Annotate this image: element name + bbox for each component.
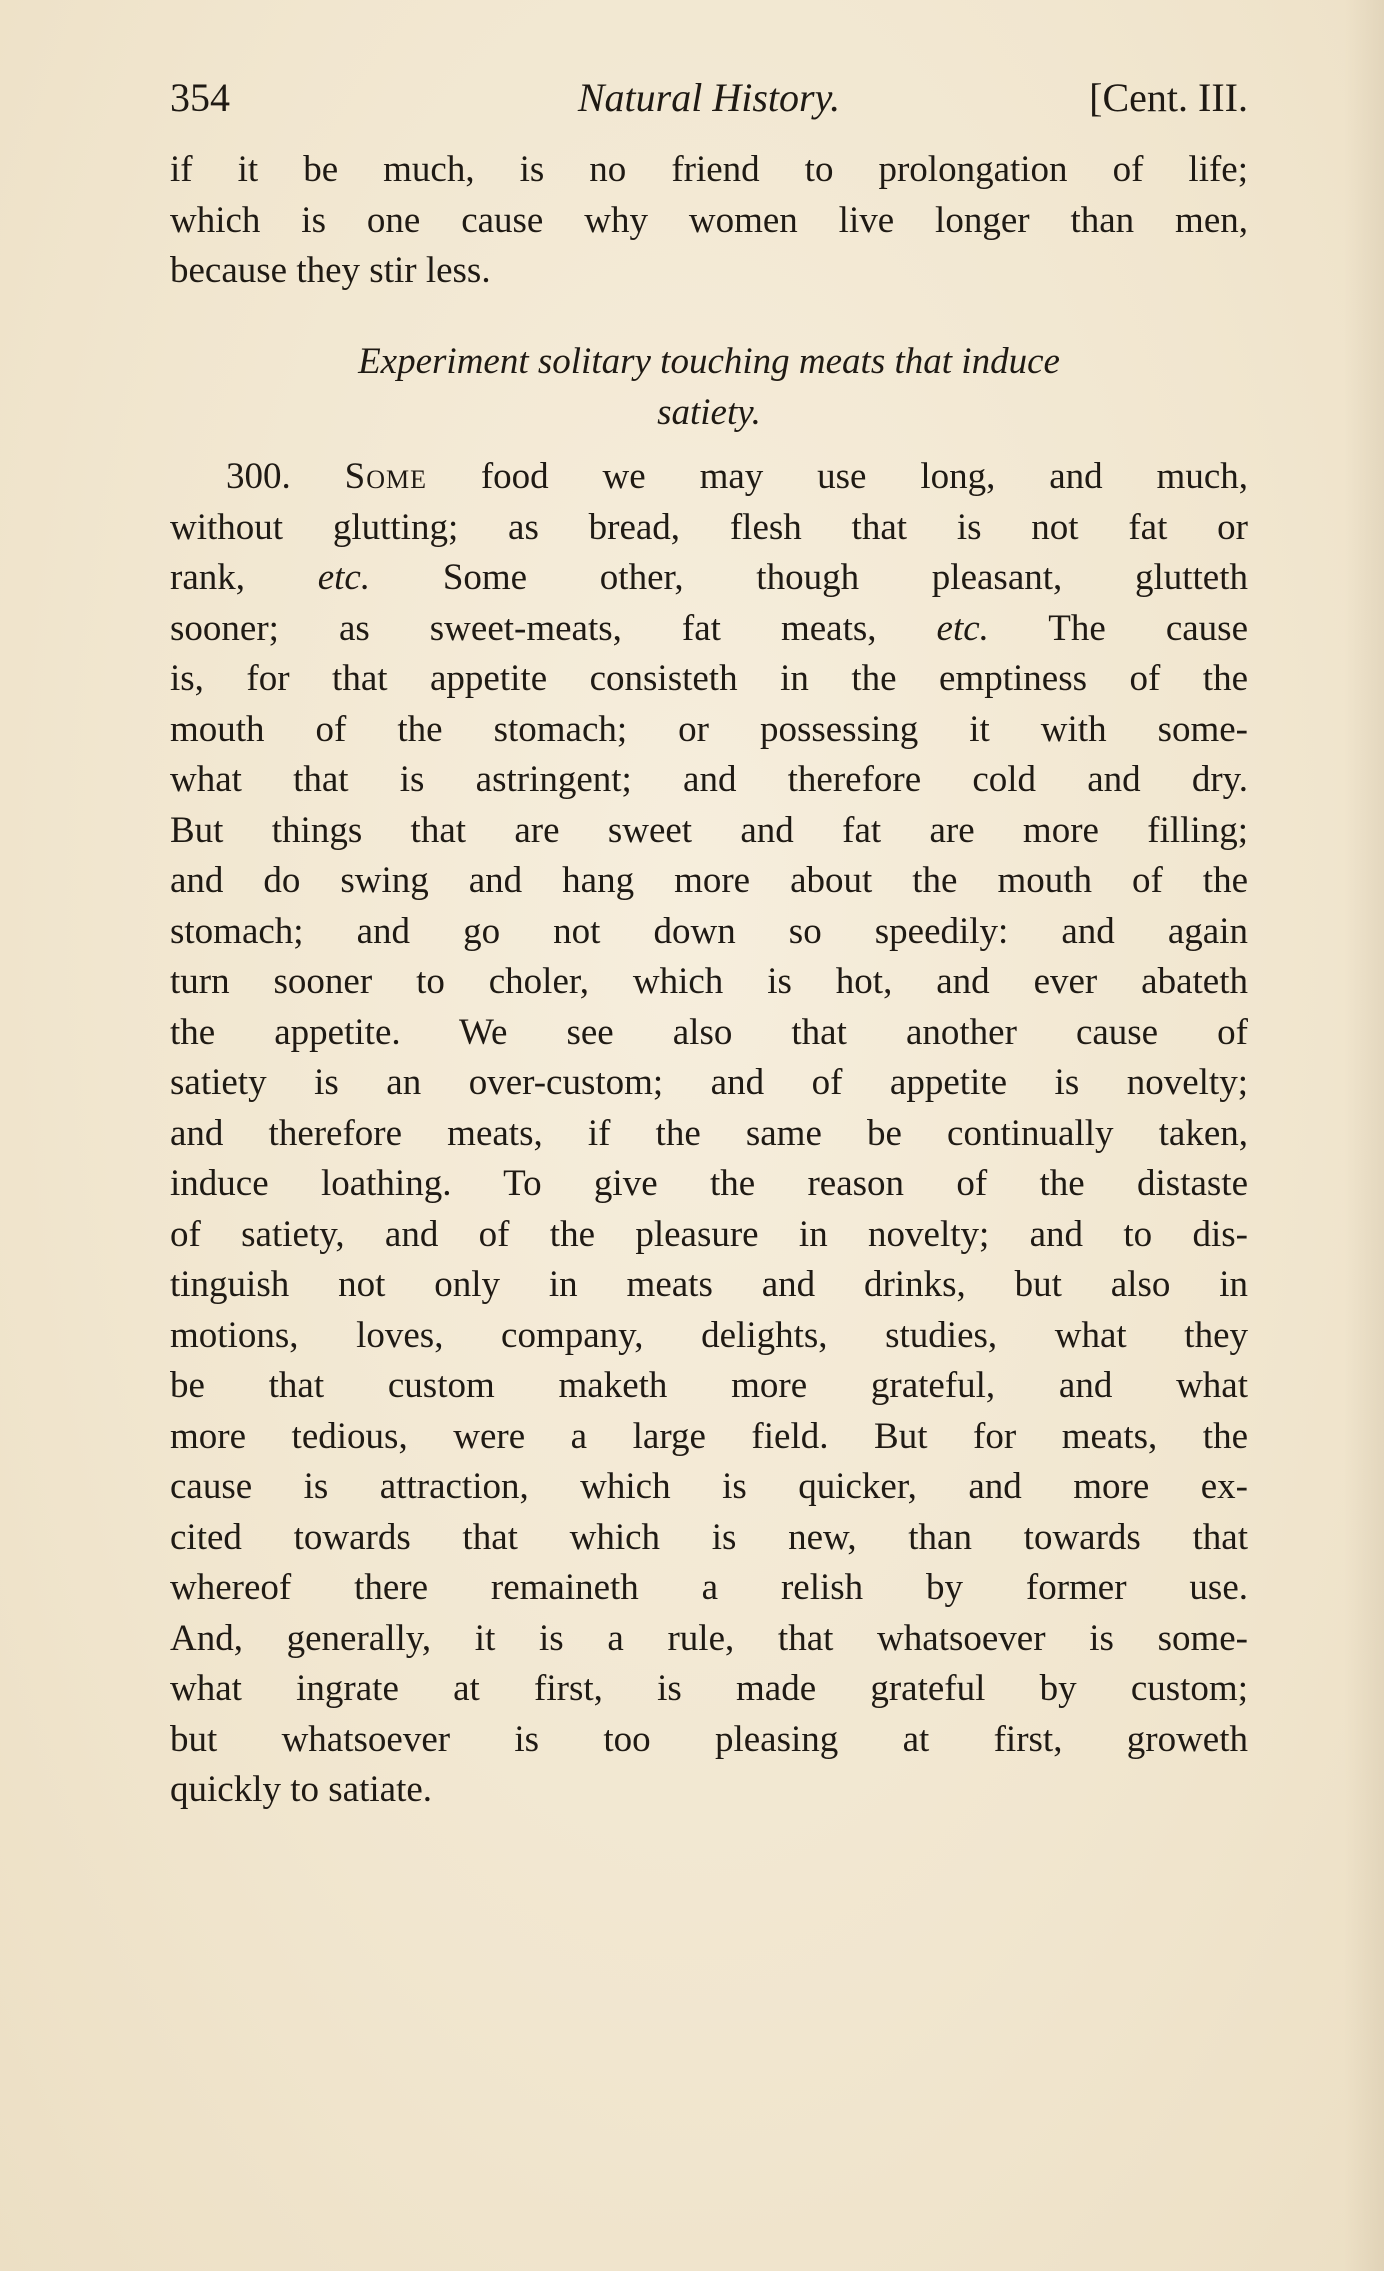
page-edge-shadow <box>1344 0 1384 2271</box>
text-line: what that is astringent; and therefore cold and dry. <box>170 759 1248 800</box>
text-line: without glutting; as bread, flesh that is not fat or <box>170 506 1248 548</box>
text-fragment: food we may use long, and much, <box>480 456 1248 497</box>
article-300 <box>170 452 1248 1816</box>
section-heading <box>170 337 1248 438</box>
text-line: because they stir less. <box>170 250 491 291</box>
etc-italic: etc. <box>936 607 989 649</box>
text-line: whereof there remaineth a relish by former use. <box>170 1567 1248 1608</box>
text-fragment: rank, <box>170 557 245 598</box>
text-line: if it be much, is no friend to prolongation of life; <box>170 149 1248 190</box>
page-number: 354 <box>170 75 230 120</box>
continuation-paragraph <box>170 145 1248 297</box>
text-line: but whatsoever is too pleasing at first, groweth <box>170 1718 1248 1760</box>
text-line: And, generally, it is a rule, that whatsoever is some- <box>170 1617 1248 1659</box>
text-fragment: Some other, though pleasant, glutteth <box>442 557 1249 598</box>
text-line: the appetite. We see also that another cause of <box>170 1011 1248 1053</box>
text-line <box>170 604 1248 655</box>
text-line: cited towards that which is new, than towards that <box>170 1516 1248 1558</box>
text-line: which is one cause why women live longer than men, <box>170 199 1248 241</box>
text-line: cause is attraction, which is quicker, and more ex- <box>170 1466 1248 1507</box>
heading-line: satiety. <box>657 391 761 433</box>
text-line: be that custom maketh more grateful, and what <box>170 1365 1248 1406</box>
text-line: stomach; and go not down so speedily: and again <box>170 910 1248 952</box>
text-line: induce loathing. To give the reason of the distaste <box>170 1163 1248 1204</box>
text-line <box>170 452 1248 503</box>
text-line: motions, loves, company, delights, studies, what they <box>170 1314 1248 1356</box>
article-first-word: Some <box>344 456 427 497</box>
text-fragment: sooner; as sweet-meats, fat meats, <box>170 607 877 649</box>
heading-line: Experiment solitary touching meats that induce <box>358 341 1060 382</box>
text-line: turn sooner to choler, which is hot, and ever abateth <box>170 961 1248 1002</box>
text-line: satiety is an over-custom; and of appetite is novelty; <box>170 1062 1248 1103</box>
etc-italic: etc. <box>317 557 371 598</box>
running-header <box>170 74 1248 134</box>
text-line <box>170 553 1248 604</box>
section-reference: [Cent. III. <box>1089 75 1248 120</box>
text-line: mouth of the stomach; or possessing it with some- <box>170 708 1248 750</box>
text-line: and do swing and hang more about the mouth of the <box>170 860 1248 901</box>
text-line: and therefore meats, if the same be continually taken, <box>170 1112 1248 1154</box>
article-number: 300. <box>226 456 291 497</box>
text-fragment: The cause <box>1048 607 1248 649</box>
text-line: what ingrate at first, is made grateful by custom; <box>170 1668 1248 1709</box>
text-line: tinguish not only in meats and drinks, but also in <box>170 1264 1248 1305</box>
text-line: of satiety, and of the pleasure in novelty; and to dis- <box>170 1213 1248 1255</box>
text-line: quickly to satiate. <box>170 1769 433 1810</box>
text-line: But things that are sweet and fat are more filling; <box>170 809 1248 851</box>
running-title: Natural History. <box>577 75 841 120</box>
text-line: is, for that appetite consisteth in the emptiness of the <box>170 658 1248 699</box>
text-line: more tedious, were a large field. But for meats, the <box>170 1415 1248 1457</box>
